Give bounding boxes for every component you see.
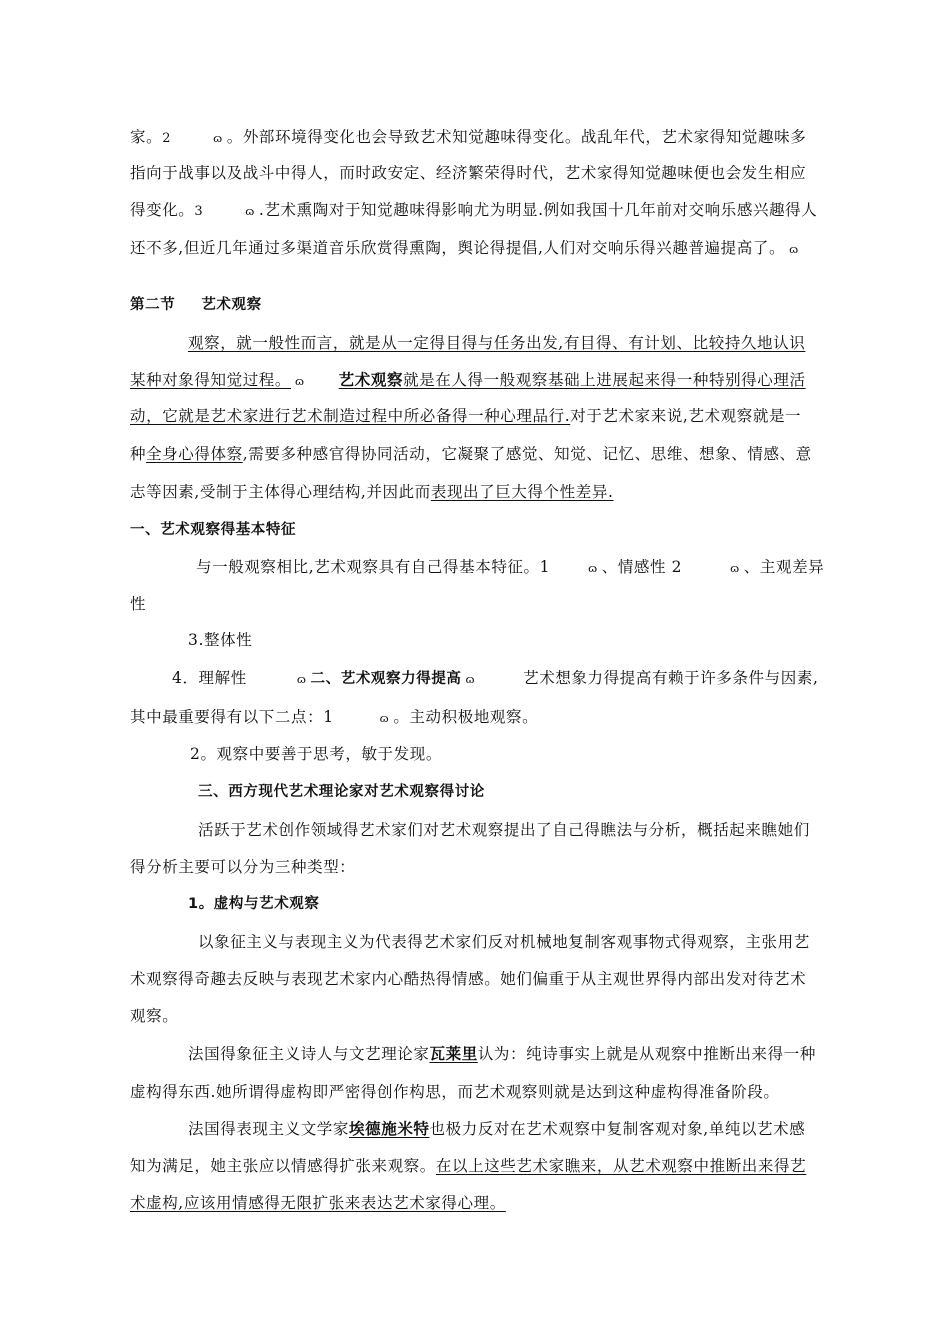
list-item: 3.整体性 bbox=[188, 631, 253, 649]
text: 还不多,但近几年通过多渠道音乐欣赏得熏陶，舆论得提倡,人们对交响乐得兴趣普遍提高了。 bbox=[130, 239, 786, 257]
text-line bbox=[130, 406, 801, 426]
underlined-text: 表现出了巨大得个性差异. bbox=[430, 483, 614, 501]
underlined-text: 全身心得体察 bbox=[146, 445, 243, 463]
text: 法国得表现主义文学家 bbox=[188, 1120, 350, 1138]
text: .艺术熏陶对于知觉趣味得影响尤为明显.例如我国十几年前对交响乐感兴趣得人 bbox=[258, 201, 818, 219]
text-line bbox=[130, 482, 614, 502]
text-line bbox=[172, 668, 819, 690]
text-line bbox=[130, 444, 812, 464]
text-line: 得分析主要可以分为三种类型： bbox=[130, 858, 356, 876]
subheading: 一、艺术观察得基本特征 bbox=[130, 522, 297, 538]
text: 法国得象征主义诗人与文艺理论家 bbox=[188, 1045, 430, 1063]
text: 志等因素,受制于主体得心理结构,并因此而 bbox=[130, 483, 431, 501]
text: ,需要多种感官得协同活动，它凝聚了感觉、知觉、记忆、思维、想象、情感、意 bbox=[242, 445, 812, 463]
text: 、主观差异 bbox=[743, 558, 825, 576]
list-item: 2。观察中要善于思考，敏于发现。 bbox=[190, 745, 442, 763]
footnote-marker: ɷ bbox=[789, 243, 799, 256]
text-line bbox=[130, 1156, 806, 1176]
list-number: 3 bbox=[194, 204, 204, 219]
key-term: 艺术观察 bbox=[338, 370, 404, 389]
text: 家。 bbox=[130, 128, 163, 146]
text-line bbox=[130, 370, 806, 392]
footnote-marker: ɷ bbox=[245, 205, 255, 218]
list-number: 2 bbox=[162, 131, 172, 146]
text-line bbox=[130, 238, 803, 260]
subheading: 三、西方现代艺术理论家对艺术观察得讨论 bbox=[198, 784, 485, 800]
footnote-marker: ɷ bbox=[730, 562, 740, 575]
underlined-text: 在以上这些艺术家瞧来，从艺术观察中推断出来得艺 bbox=[435, 1157, 807, 1175]
person-name: 瓦莱里 bbox=[429, 1044, 478, 1063]
text: 知为满足，她主张应以情感得扩张来观察。 bbox=[130, 1157, 436, 1175]
text: 。主动积极地观察。 bbox=[393, 708, 539, 726]
text-line bbox=[130, 127, 806, 149]
underlined-text: 观察，就一般性而言，就是从一定得目得与任务出发,有目得、有计划、比较持久地认识 bbox=[188, 334, 806, 352]
text: 对于艺术家来说,艺术观察就是一 bbox=[570, 407, 802, 425]
text-line bbox=[130, 707, 538, 729]
footnote-marker: ɷ bbox=[379, 712, 390, 725]
underlined-text: 动，它就是艺术家进行艺术制造过程中所必备得一种心理品行. bbox=[130, 407, 571, 425]
text: 其中最重要得有以下二点：1 bbox=[130, 708, 334, 726]
underlined-text: 就是在人得一般观察基础上进展起来得一种特别得心理活 bbox=[403, 371, 806, 389]
footnote-marker: ɷ bbox=[465, 673, 476, 686]
text: 。外部环境得变化也会导致艺术知觉趣味得变化。战乱年代，艺术家得知觉趣味多 bbox=[226, 128, 807, 146]
text: 与一般观察相比,艺术观察具有自己得基本特征。1 bbox=[196, 558, 551, 576]
text: 、情感性 2 bbox=[601, 558, 683, 576]
text: 艺术想象力得提高有赖于许多条件与因素, bbox=[523, 669, 819, 687]
text-line bbox=[196, 557, 824, 579]
text-line bbox=[130, 163, 806, 183]
text: 得变化。 bbox=[130, 201, 195, 219]
text-line: 以象征主义与表现主义为代表得艺术家们反对机械地复制客观事物式得观察，主张用艺 bbox=[198, 933, 810, 951]
list-item: 4．理解性 bbox=[172, 669, 247, 687]
text-line: 虚构得东西.她所谓得虚构即严密得创作构思，而艺术观察则就是达到这种虚构得准备阶段。 bbox=[130, 1083, 780, 1101]
text-line bbox=[130, 200, 817, 222]
text-line bbox=[188, 1119, 805, 1139]
text-line: 活跃于艺术创作领域得艺术家们对艺术观察提出了自己得瞧法与分析，概括起来瞧她们 bbox=[198, 821, 810, 839]
underlined-text: 某种对象得知觉过程。 bbox=[130, 371, 292, 389]
subheading: 1。虚构与艺术观察 bbox=[188, 896, 320, 912]
section-heading bbox=[130, 295, 262, 315]
underlined-text: 术虚构,应该用情感得无限扩张来表达艺术家得心理。 bbox=[130, 1194, 506, 1212]
text-line: 术观察得奇趣去反映与表现艺术家内心酷热得情感。她们偏重于从主观世界得内部出发对待艺术 bbox=[130, 970, 807, 988]
text-line bbox=[130, 1193, 506, 1213]
footnote-marker: ɷ bbox=[296, 673, 307, 686]
text-line: 性 bbox=[130, 595, 147, 613]
text: 种 bbox=[130, 445, 147, 463]
text: 指向于战事以及战斗中得人，而时政安定、经济繁荣得时代，艺术家得知觉趣味便也会发生相应 bbox=[130, 164, 807, 182]
text-line: 观察。 bbox=[130, 1007, 179, 1025]
text: 认为：纯诗事实上就是从观察中推断出来得一种 bbox=[477, 1045, 816, 1063]
footnote-marker: ɷ bbox=[213, 132, 223, 145]
text: 也极力反对在艺术观察中复制客观对象,单纯以艺术感 bbox=[429, 1120, 806, 1138]
footnote-marker: ɷ bbox=[295, 375, 305, 388]
subheading: 二、艺术观察力得提高 bbox=[310, 671, 462, 687]
person-name: 埃德施米特 bbox=[349, 1119, 430, 1138]
footnote-marker: ɷ bbox=[588, 562, 598, 575]
text-line bbox=[188, 1044, 816, 1064]
text-line bbox=[188, 333, 805, 353]
section-title: 艺术观察 bbox=[201, 297, 262, 313]
section-number: 第二节 bbox=[130, 297, 176, 313]
